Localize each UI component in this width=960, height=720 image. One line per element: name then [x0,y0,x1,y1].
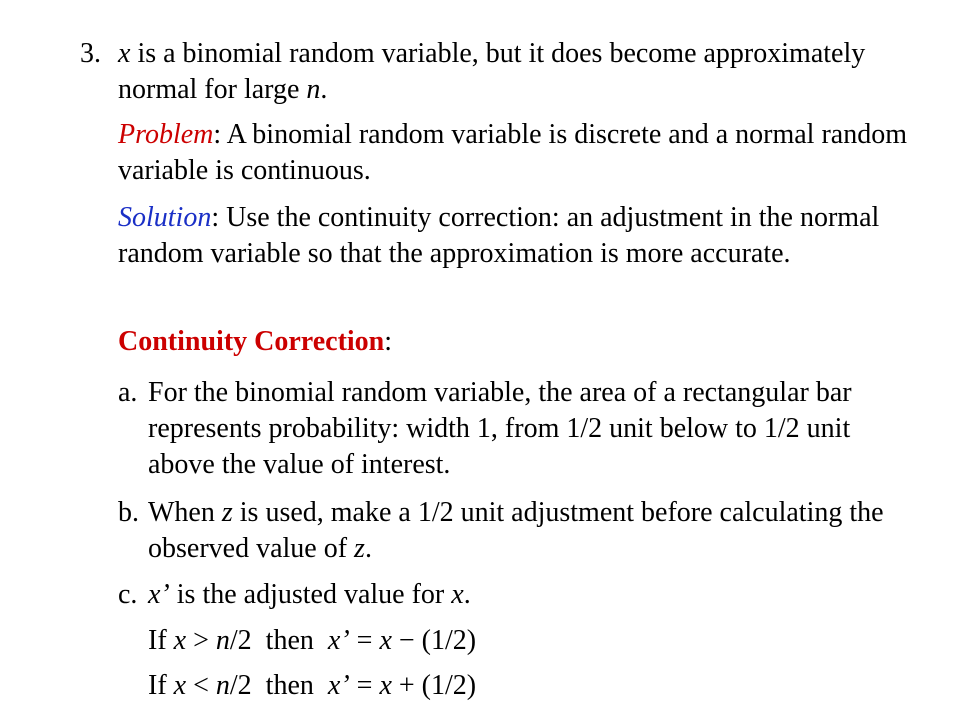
variable-z: z [354,533,365,564]
sub-item-c: c. x’ is the adjusted value for x. [118,577,908,613]
variable-z: z [221,497,233,528]
item-3-text: is a binomial random variable, but it does become approximately normal for large [118,38,866,105]
rule-less-than: If x < n/2 then x’ = x + (1/2) [148,670,477,701]
sub-b-text: is used, make a 1/2 unit adjustment before calculating the observed value of [148,497,884,564]
continuity-heading: Continuity Correction: [118,326,393,357]
problem-paragraph [118,117,908,189]
variable-x-prime: x’ [148,579,170,610]
solution-label: Solution [118,202,212,233]
rule-greater-than: If x > n/2 then x’ = x − (1/2) [148,625,477,656]
sub-c-text: is the adjusted value for [169,579,452,610]
problem-label: Problem [118,119,214,150]
item-3: 3. x is a binomial random variable, but it does become approximately normal for large n. [80,38,866,105]
variable-n: n [306,74,321,105]
continuity-label: Continuity Correction [118,326,385,357]
sub-item-b: b. When z is used, make a 1/2 unit adjustment before calculating the observed value of z. [118,497,884,564]
sub-label-b: b. [118,497,139,528]
sub-item-a [118,375,908,483]
solution-paragraph [118,200,908,272]
problem-text: : A binomial random variable is discrete and a normal random variable is continuous. [118,119,907,186]
solution-text: : Use the continuity correction: an adjustment in the normal random variable so that the approximation is more accurate. [118,202,880,269]
sub-label-a: a. [118,377,138,408]
item-number: 3. [80,38,101,69]
variable-x: x [118,38,131,69]
sub-a-text: For the binomial random variable, the area of a rectangular bar represents probability: width 1, from 1/2 unit below to 1/2 unit above the value of interest. [148,377,852,480]
sub-label-c: c. [118,579,138,610]
variable-x: x [451,579,464,610]
